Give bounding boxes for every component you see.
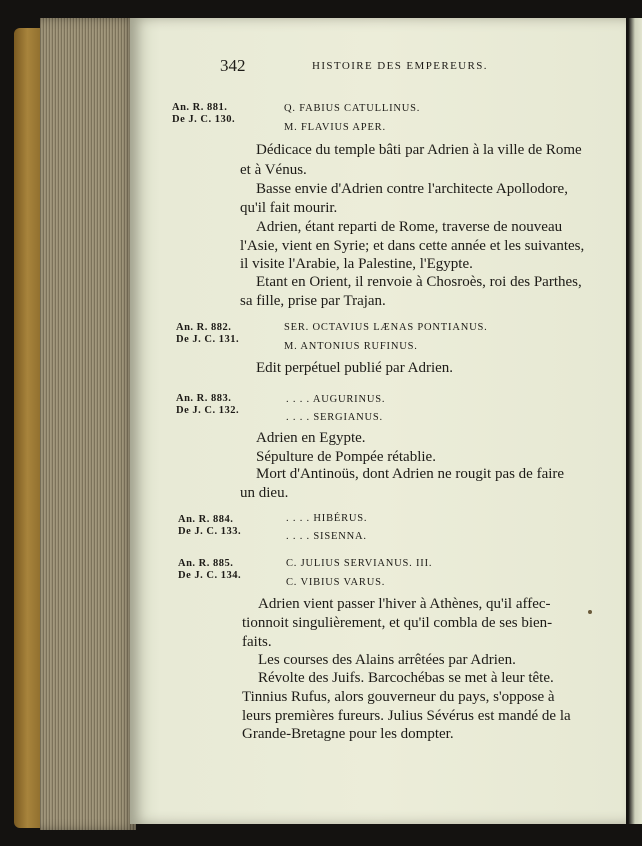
facing-page-edge (628, 18, 642, 824)
consul-name: . . . . AUGURINUS. (286, 394, 386, 405)
year-an-r: An. R. 881. (172, 102, 228, 113)
ink-spot (588, 610, 592, 614)
paragraph-line: Mort d'Antinoüs, dont Adrien ne rougit pas de faire (256, 466, 565, 482)
paragraph-line: tionnoit singulièrement, et qu'il combla de ses bien- (242, 615, 553, 631)
paragraph-line: leurs premières fureurs. Julius Sévérus est mandé de la (242, 708, 571, 724)
year-an-r: An. R. 882. (176, 322, 232, 333)
year-de-j-c: De J. C. 132. (176, 405, 240, 416)
year-an-r: An. R. 885. (178, 558, 234, 569)
paragraph-line: un dieu. (240, 485, 289, 501)
paragraph-line: faits. (242, 634, 272, 650)
consul-name: M. ANTONIUS RUFINUS. (284, 341, 418, 352)
paragraph-line: Etant en Orient, il renvoie à Chosroès, roi des Parthes, (256, 274, 582, 290)
consul-name: M. FLAVIUS APER. (284, 122, 386, 133)
year-de-j-c: De J. C. 133. (178, 526, 242, 537)
year-de-j-c: De J. C. 131. (176, 334, 240, 345)
paragraph-line: Révolte des Juifs. Barcochébas se met à leur tête. (258, 670, 554, 686)
paragraph-line: Grande-Bretagne pour les dompter. (242, 726, 454, 742)
consul-name: . . . . SERGIANUS. (286, 412, 383, 423)
paragraph-line: l'Asie, vient en Syrie; et dans cette année et les suivantes, (240, 238, 585, 254)
consul-name: . . . . HIBÉRUS. (286, 513, 368, 524)
paragraph-line: Sépulture de Pompée rétablie. (256, 449, 436, 465)
year-de-j-c: De J. C. 130. (172, 114, 236, 125)
paragraph-line: sa fille, prise par Trajan. (240, 293, 386, 309)
year-an-r: An. R. 884. (178, 514, 234, 525)
year-an-r: An. R. 883. (176, 393, 232, 404)
paragraph-line: il visite l'Arabie, la Palestine, l'Egypte. (240, 256, 473, 272)
paragraph-line: Les courses des Alains arrêtées par Adrien. (258, 652, 516, 668)
page-number: 342 (220, 56, 246, 75)
running-title: HISTOIRE DES EMPEREURS. (312, 60, 488, 72)
paragraph-line: Adrien en Egypte. (256, 430, 366, 446)
paragraph-line: qu'il fait mourir. (240, 200, 338, 216)
page-stack-edges (40, 18, 136, 830)
year-de-j-c: De J. C. 134. (178, 570, 242, 581)
paragraph-line: et à Vénus. (240, 162, 307, 178)
paragraph-line: Tinnius Rufus, alors gouverneur du pays, s'oppose à (242, 689, 555, 705)
paragraph-line: Adrien vient passer l'hiver à Athènes, qu'il affec- (258, 596, 551, 612)
consul-name: . . . . SISENNA. (286, 531, 367, 542)
consul-name: SER. OCTAVIUS LÆNAS PONTIANUS. (284, 322, 488, 333)
paragraph-line: Dédicace du temple bâti par Adrien à la ville de Rome (256, 142, 582, 158)
paragraph-line: Basse envie d'Adrien contre l'architecte Apollodore, (256, 181, 568, 197)
paragraph-line: Adrien, étant reparti de Rome, traverse de nouveau (256, 219, 563, 235)
consul-name: C. VIBIUS VARUS. (286, 577, 386, 588)
paragraph-line: Edit perpétuel publié par Adrien. (256, 360, 454, 376)
consul-name: Q. FABIUS CATULLINUS. (284, 103, 421, 114)
consul-name: C. JULIUS SERVIANUS. III. (286, 558, 433, 569)
